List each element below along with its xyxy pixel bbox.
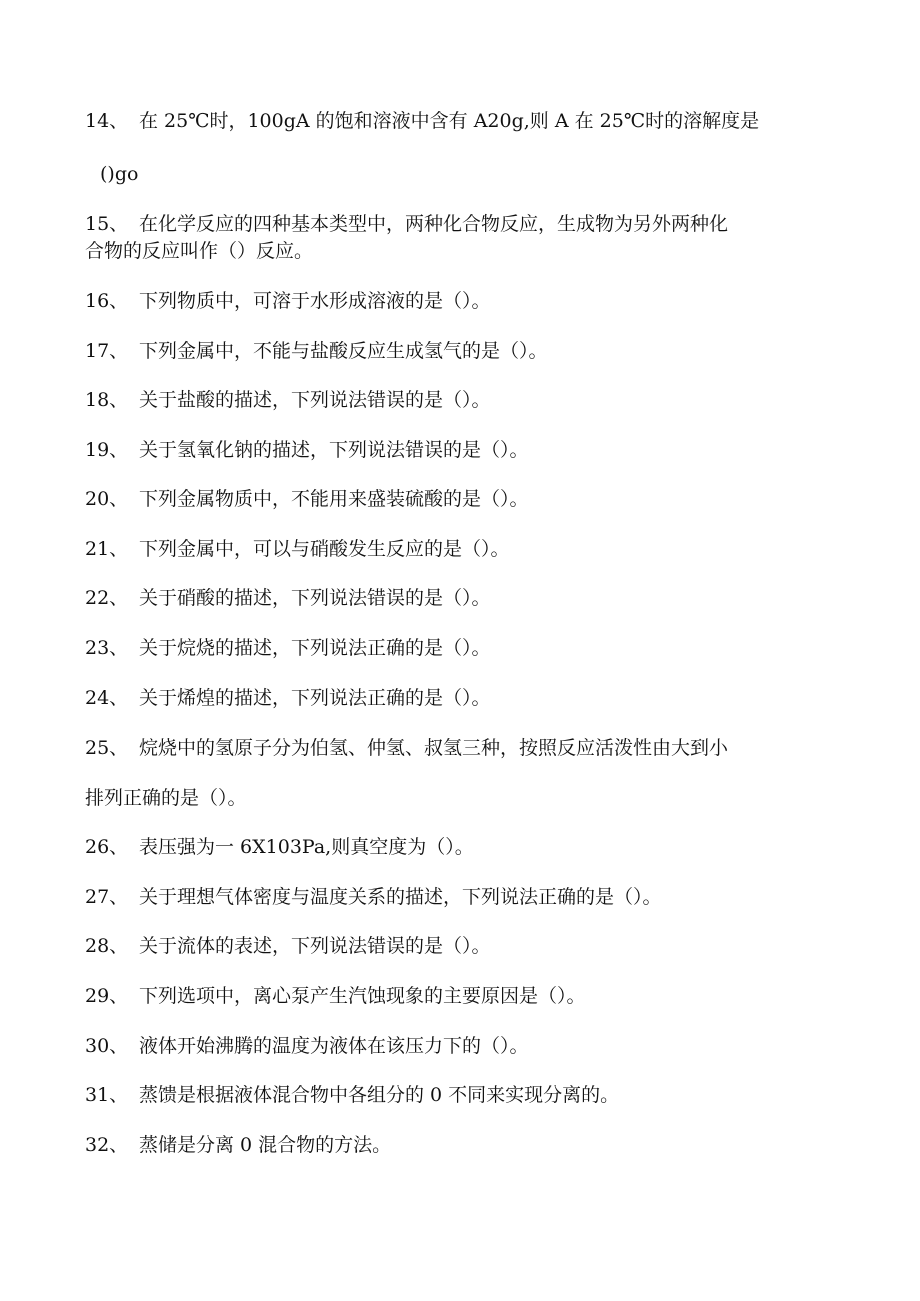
question-23 [85, 636, 491, 660]
question-text: 表压强为一 6X103Pa,则真空度为（）。 [139, 836, 474, 858]
question-number: 19、 [85, 439, 129, 461]
question-text: 关于烯煌的描述，下列说法正确的是（）。 [139, 687, 491, 709]
question-27 [85, 885, 662, 909]
question-24 [85, 686, 491, 710]
question-text: 下列物质中，可溶于水形成溶液的是（）。 [139, 290, 491, 312]
question-text: 关于氢氧化钠的描述，下列说法错误的是（）。 [139, 439, 529, 461]
question-number: 16、 [85, 290, 129, 312]
question-text: 下列金属中，不能与盐酸反应生成氢气的是（）。 [139, 340, 548, 362]
question-text: 液体开始沸腾的温度为液体在该压力下的（）。 [139, 1035, 529, 1057]
question-text: 关于流体的表述，下列说法错误的是（）。 [139, 935, 491, 957]
question-32 [85, 1133, 391, 1157]
question-number: 18、 [85, 389, 129, 411]
question-text: 下列金属物质中，不能用来盛装硫酸的是（）。 [139, 488, 529, 510]
question-number: 24、 [85, 687, 129, 709]
question-25 [85, 736, 728, 760]
question-22 [85, 586, 491, 610]
question-14 [85, 109, 759, 133]
question-31 [85, 1083, 619, 1107]
question-text: 烷烧中的氢原子分为伯氢、仲氢、叔氢三种，按照反应活泼性由大到小 [139, 737, 729, 759]
question-number: 28、 [85, 935, 129, 957]
question-number: 21、 [85, 538, 129, 560]
question-26 [85, 835, 474, 859]
question-number: 14、 [85, 110, 129, 132]
question-14-continuation: ()go [100, 163, 139, 185]
question-text: 蒸馈是根据液体混合物中各组分的 0 不同来实现分离的。 [139, 1084, 620, 1106]
question-17 [85, 339, 548, 363]
question-30 [85, 1034, 529, 1058]
question-29 [85, 984, 586, 1008]
question-text: 下列选项中，离心泵产生汽蚀现象的主要原因是（）。 [139, 985, 586, 1007]
question-16 [85, 289, 491, 313]
question-text: 关于烷烧的描述，下列说法正确的是（）。 [139, 637, 491, 659]
question-text: 关于盐酸的描述，下列说法错误的是（）。 [139, 389, 491, 411]
question-number: 22、 [85, 587, 129, 609]
question-20 [85, 487, 529, 511]
question-number: 17、 [85, 340, 129, 362]
question-15 [85, 212, 728, 236]
question-number: 26、 [85, 836, 129, 858]
question-number: 30、 [85, 1035, 129, 1057]
question-15-continuation: 合物的反应叫作（）反应。 [85, 240, 314, 262]
question-text: 关于理想气体密度与温度关系的描述，下列说法正确的是（）。 [139, 886, 662, 908]
question-number: 32、 [85, 1134, 129, 1156]
question-number: 23、 [85, 637, 129, 659]
question-text: 蒸储是分离 0 混合物的方法。 [139, 1134, 392, 1156]
question-18 [85, 388, 491, 412]
question-number: 29、 [85, 985, 129, 1007]
question-25-continuation: 排列正确的是（）。 [85, 787, 247, 809]
question-21 [85, 537, 510, 561]
question-number: 15、 [85, 213, 129, 235]
question-number: 31、 [85, 1084, 129, 1106]
question-text: 在化学反应的四种基本类型中，两种化合物反应，生成物为另外两种化 [139, 213, 729, 235]
question-28 [85, 934, 491, 958]
question-number: 20、 [85, 488, 129, 510]
question-number: 27、 [85, 886, 129, 908]
question-number: 25、 [85, 737, 129, 759]
question-text: 下列金属中，可以与硝酸发生反应的是（）。 [139, 538, 510, 560]
question-text: 关于硝酸的描述，下列说法错误的是（）。 [139, 587, 491, 609]
question-19 [85, 438, 529, 462]
question-text: 在 25℃时，100gA 的饱和溶液中含有 A20g,则 A 在 25℃时的溶解度是 [139, 110, 760, 132]
